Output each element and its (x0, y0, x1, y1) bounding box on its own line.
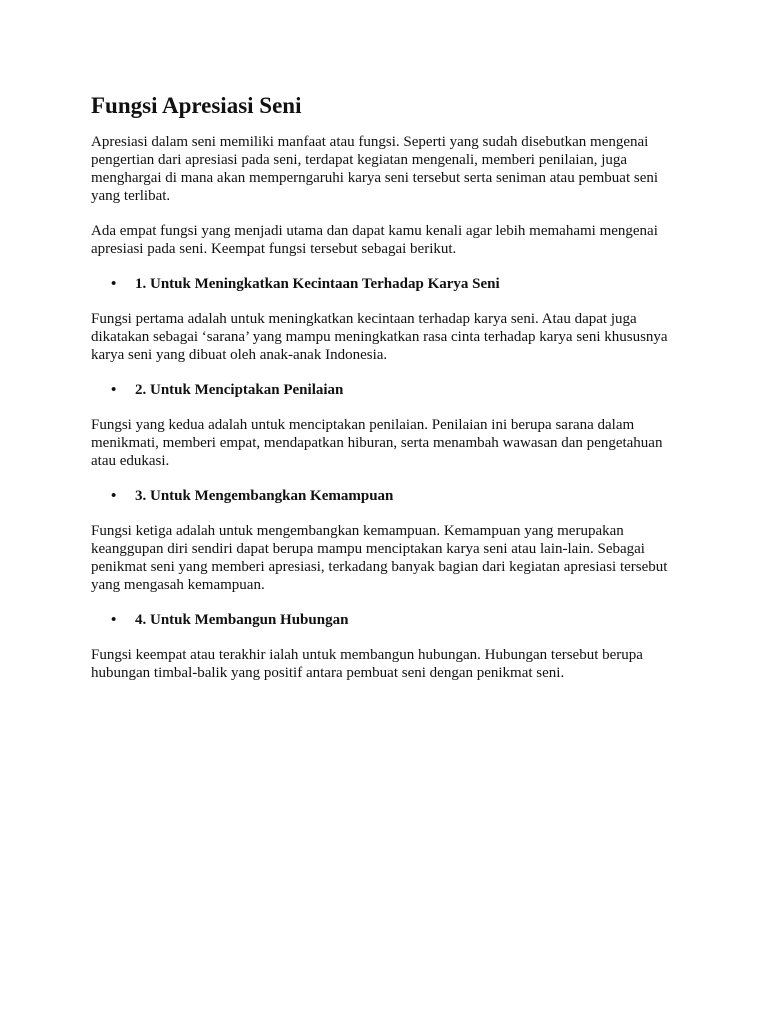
paragraph-line: dikatakan sebagai ‘sarana’ yang mampu meningkatkan rasa cinta terhadap karya seni khususnya (91, 329, 668, 345)
bullet-heading-text: 4. Untuk Membangun Hubungan (135, 612, 349, 628)
bullet-list (91, 381, 681, 399)
body-paragraph (91, 310, 681, 364)
body-paragraph (91, 133, 681, 205)
bullet-icon: • (111, 382, 117, 398)
bullet-icon: • (111, 488, 117, 504)
paragraph-line: yang terlibat. (91, 188, 171, 204)
bullet-heading (91, 275, 681, 293)
paragraph-line: Fungsi ketiga adalah untuk mengembangkan kemampuan. Kemampuan yang merupakan (91, 523, 624, 539)
document-page (91, 92, 681, 699)
paragraph-line: pengertian dari apresiasi pada seni, terdapat kegiatan mengenali, memberi penilaian, juga (91, 152, 628, 168)
paragraph-line: Fungsi keempat atau terakhir ialah untuk membangun hubungan. Hubungan tersebut berupa (91, 647, 643, 663)
body-paragraph (91, 416, 681, 470)
paragraph-line: menikmati, memberi empat, mendapatkan hiburan, serta menambah wawasan dan pengetahuan (91, 435, 663, 451)
paragraph-line: Apresiasi dalam seni memiliki manfaat atau fungsi. Seperti yang sudah disebutkan mengenai (91, 134, 649, 150)
paragraph-line: yang mengasah kemampuan. (91, 577, 265, 593)
body-paragraph (91, 222, 681, 258)
bullet-list (91, 487, 681, 505)
paragraph-line: karya seni yang dibuat oleh anak-anak Indonesia. (91, 347, 388, 363)
body-paragraph (91, 522, 681, 594)
paragraph-line: hubungan timbal-balik yang positif antara pembuat seni dengan penikmat seni. (91, 665, 565, 681)
paragraph-line: apresiasi pada seni. Keempat fungsi tersebut sebagai berikut. (91, 241, 457, 257)
bullet-heading-text: 3. Untuk Mengembangkan Kemampuan (135, 488, 394, 504)
paragraph-line: Fungsi pertama adalah untuk meningkatkan kecintaan terhadap karya seni. Atau dapat juga (91, 311, 637, 327)
bullet-heading (91, 487, 681, 505)
paragraph-line: Fungsi yang kedua adalah untuk menciptakan penilaian. Penilaian ini berupa sarana dalam (91, 417, 635, 433)
bullet-heading-text: 2. Untuk Menciptakan Penilaian (135, 382, 344, 398)
document-body (91, 133, 681, 682)
paragraph-line: keanggupan diri sendiri dapat berupa mampu menciptakan karya seni atau lain-lain. Sebagai (91, 541, 645, 557)
bullet-heading-text: 1. Untuk Meningkatkan Kecintaan Terhadap Karya Seni (135, 276, 500, 292)
bullet-heading (91, 611, 681, 629)
paragraph-line: Ada empat fungsi yang menjadi utama dan dapat kamu kenali agar lebih memahami mengenai (91, 223, 658, 239)
bullet-list (91, 275, 681, 293)
bullet-list (91, 611, 681, 629)
paragraph-line: menghargai di mana akan memperngaruhi karya seni tersebut serta seniman atau pembuat seni (91, 170, 659, 186)
document-title: Fungsi Apresiasi Seni (91, 93, 302, 118)
body-paragraph (91, 646, 681, 682)
bullet-icon: • (111, 612, 117, 628)
paragraph-line: atau edukasi. (91, 453, 170, 469)
paragraph-line: penikmat seni yang memberi apresiasi, terkadang banyak bagian dari kegiatan apresiasi tersebut (91, 559, 668, 575)
bullet-heading (91, 381, 681, 399)
bullet-icon: • (111, 276, 117, 292)
